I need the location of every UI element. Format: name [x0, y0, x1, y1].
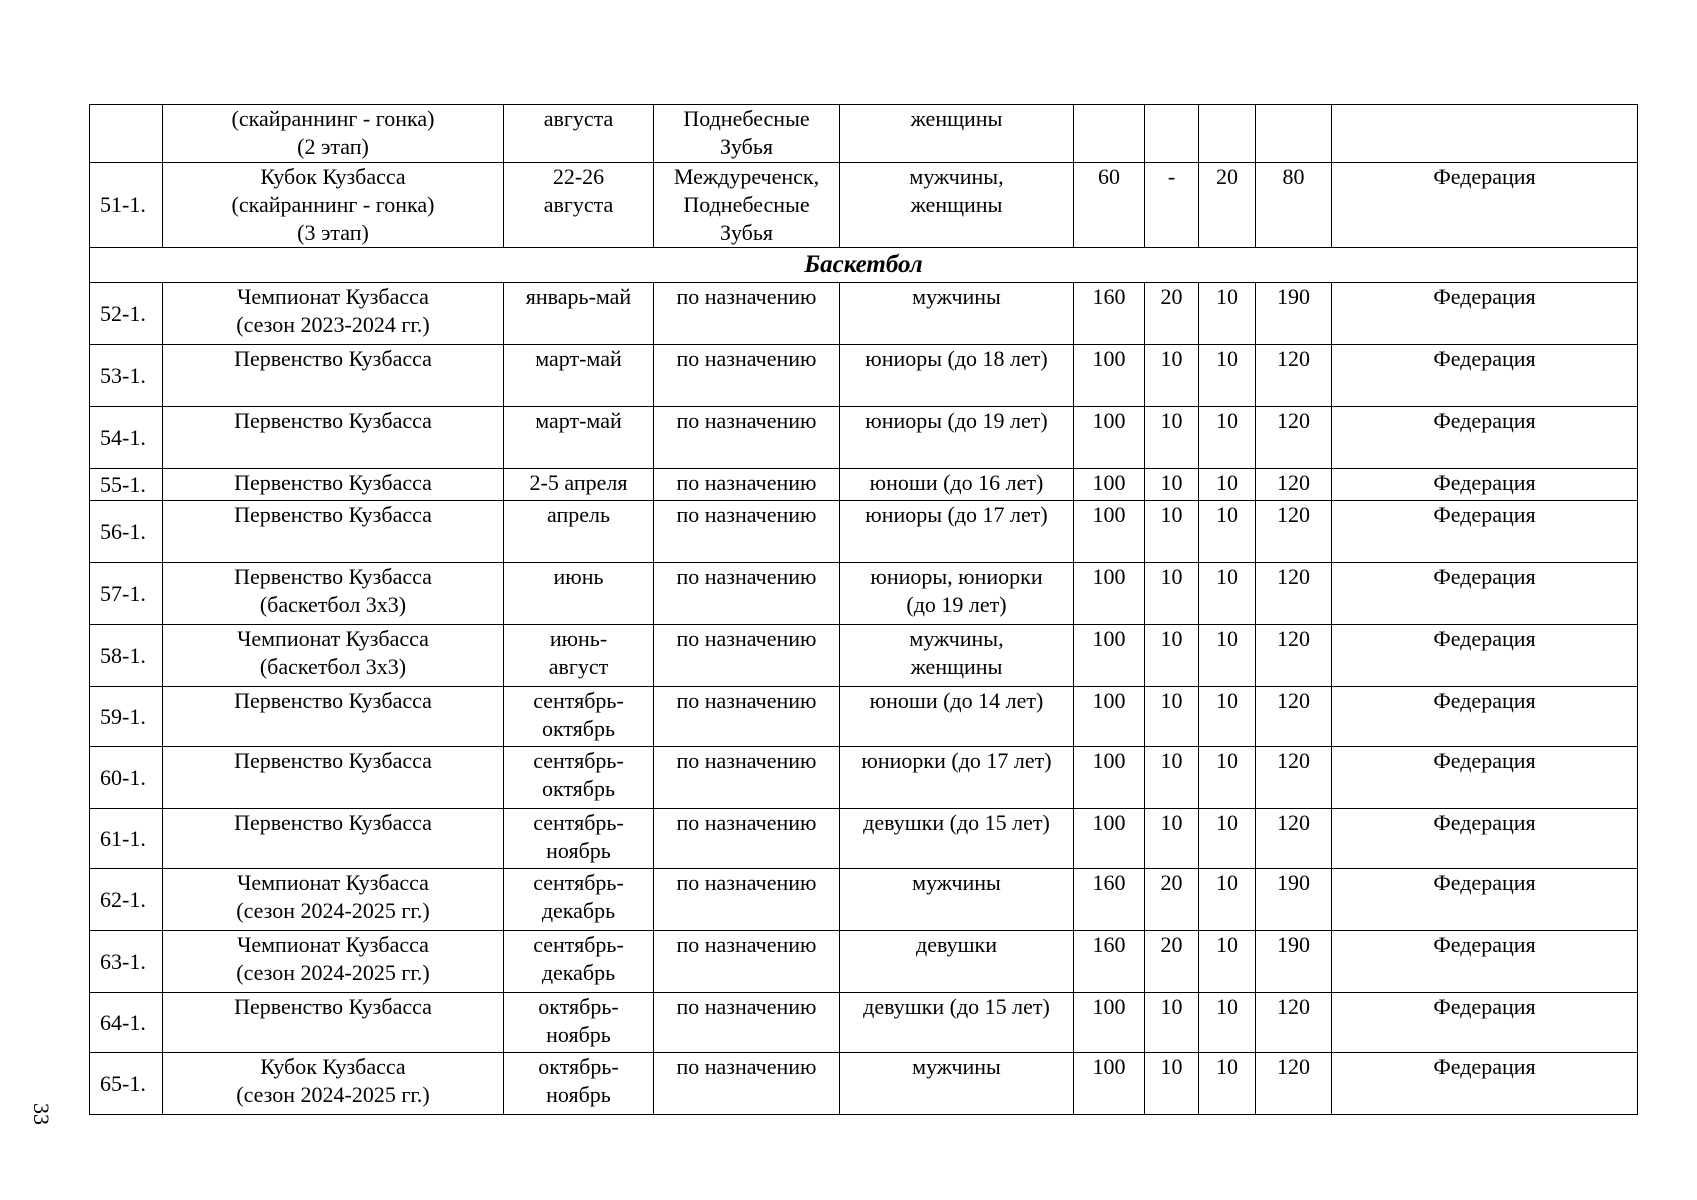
count-1-cell: 160 — [1074, 283, 1145, 345]
dates-cell: 2-5 апреля — [504, 469, 654, 501]
row-number-cell: 62-1. — [90, 869, 163, 931]
table-row — [90, 345, 1638, 407]
event-name-cell: Первенство Кузбасса (баскетбол 3х3) — [163, 563, 504, 625]
dates-cell: октябрь- ноябрь — [504, 993, 654, 1053]
place-cell: по назначению — [654, 345, 840, 407]
participants-cell: юниоры, юниорки (до 19 лет) — [840, 563, 1074, 625]
place-cell: по назначению — [654, 869, 840, 931]
place-cell: по назначению — [654, 747, 840, 809]
table-row — [90, 809, 1638, 869]
event-name-cell: Первенство Кузбасса — [163, 687, 504, 747]
organizer-cell: Федерация — [1332, 469, 1638, 501]
count-1-cell: 100 — [1074, 407, 1145, 469]
organizer-cell: Федерация — [1332, 809, 1638, 869]
count-1-cell: 100 — [1074, 687, 1145, 747]
dates-cell: январь-май — [504, 283, 654, 345]
row-number-cell: 53-1. — [90, 345, 163, 407]
place-cell: по назначению — [654, 283, 840, 345]
row-number-cell: 54-1. — [90, 407, 163, 469]
count-1-cell: 100 — [1074, 747, 1145, 809]
total-cell: 120 — [1256, 407, 1332, 469]
event-name-cell: Первенство Кузбасса — [163, 469, 504, 501]
count-3-cell: 10 — [1199, 625, 1256, 687]
total-cell: 120 — [1256, 501, 1332, 563]
dates-cell: март-май — [504, 407, 654, 469]
participants-cell: девушки (до 15 лет) — [840, 993, 1074, 1053]
count-1-cell: 100 — [1074, 1053, 1145, 1115]
event-name-cell: Чемпионат Кузбасса (сезон 2023-2024 гг.) — [163, 283, 504, 345]
event-name-cell: Первенство Кузбасса — [163, 345, 504, 407]
event-name-cell: Первенство Кузбасса — [163, 747, 504, 809]
total-cell: 120 — [1256, 687, 1332, 747]
count-1-cell: 100 — [1074, 469, 1145, 501]
rows-after-section — [90, 283, 1638, 1115]
place-cell: по назначению — [654, 809, 840, 869]
count-2-cell: 10 — [1145, 501, 1199, 563]
row-number-cell: 58-1. — [90, 625, 163, 687]
participants-cell: юноши (до 14 лет) — [840, 687, 1074, 747]
place-cell: Поднебесные Зубья — [654, 105, 840, 163]
count-3-cell: 10 — [1199, 501, 1256, 563]
total-cell: 190 — [1256, 869, 1332, 931]
row-number-cell: 63-1. — [90, 931, 163, 993]
count-2-cell: 10 — [1145, 625, 1199, 687]
count-3-cell: 10 — [1199, 1053, 1256, 1115]
count-2-cell: 10 — [1145, 809, 1199, 869]
count-2-cell: 10 — [1145, 687, 1199, 747]
row-number-cell: 65-1. — [90, 1053, 163, 1115]
table-row — [90, 1053, 1638, 1115]
count-3-cell: 10 — [1199, 345, 1256, 407]
organizer-cell: Федерация — [1332, 869, 1638, 931]
total-cell: 120 — [1256, 809, 1332, 869]
event-name-cell: Чемпионат Кузбасса (сезон 2024-2025 гг.) — [163, 931, 504, 993]
count-3-cell — [1199, 105, 1256, 163]
count-2-cell: 20 — [1145, 931, 1199, 993]
organizer-cell: Федерация — [1332, 931, 1638, 993]
schedule-table — [89, 104, 1638, 1115]
count-3-cell: 10 — [1199, 809, 1256, 869]
participants-cell: юниоры (до 19 лет) — [840, 407, 1074, 469]
participants-cell: мужчины — [840, 1053, 1074, 1115]
participants-cell: юноши (до 16 лет) — [840, 469, 1074, 501]
row-number-cell — [90, 105, 163, 163]
count-3-cell: 10 — [1199, 869, 1256, 931]
total-cell: 190 — [1256, 283, 1332, 345]
organizer-cell: Федерация — [1332, 993, 1638, 1053]
event-name-cell: Кубок Кузбасса (скайраннинг - гонка) (3 этап) — [163, 163, 504, 248]
dates-cell: сентябрь- декабрь — [504, 931, 654, 993]
table-row — [90, 407, 1638, 469]
total-cell: 120 — [1256, 747, 1332, 809]
count-2-cell: 10 — [1145, 407, 1199, 469]
table-row — [90, 283, 1638, 345]
dates-cell: августа — [504, 105, 654, 163]
count-2-cell: 10 — [1145, 747, 1199, 809]
organizer-cell: Федерация — [1332, 625, 1638, 687]
organizer-cell: Федерация — [1332, 163, 1638, 248]
place-cell: по назначению — [654, 625, 840, 687]
count-3-cell: 10 — [1199, 283, 1256, 345]
count-1-cell: 100 — [1074, 345, 1145, 407]
place-cell: по назначению — [654, 407, 840, 469]
count-3-cell: 10 — [1199, 687, 1256, 747]
count-2-cell: 10 — [1145, 345, 1199, 407]
table-row — [90, 563, 1638, 625]
total-cell: 190 — [1256, 931, 1332, 993]
total-cell: 120 — [1256, 563, 1332, 625]
count-1-cell: 100 — [1074, 563, 1145, 625]
table-row — [90, 993, 1638, 1053]
count-1-cell: 100 — [1074, 993, 1145, 1053]
event-name-cell: (скайраннинг - гонка) (2 этап) — [163, 105, 504, 163]
page-number: 33 — [29, 1103, 54, 1125]
total-cell: 120 — [1256, 1053, 1332, 1115]
organizer-cell: Федерация — [1332, 1053, 1638, 1115]
count-3-cell: 10 — [1199, 931, 1256, 993]
row-number-cell: 64-1. — [90, 993, 163, 1053]
place-cell: по назначению — [654, 931, 840, 993]
table-row — [90, 469, 1638, 501]
organizer-cell: Федерация — [1332, 501, 1638, 563]
table-row — [90, 687, 1638, 747]
dates-cell: сентябрь- ноябрь — [504, 809, 654, 869]
dates-cell: сентябрь- октябрь — [504, 687, 654, 747]
total-cell — [1256, 105, 1332, 163]
event-name-cell: Первенство Кузбасса — [163, 407, 504, 469]
organizer-cell — [1332, 105, 1638, 163]
count-1-cell: 160 — [1074, 931, 1145, 993]
table-row — [90, 869, 1638, 931]
total-cell: 120 — [1256, 993, 1332, 1053]
table-row — [90, 747, 1638, 809]
row-number-cell: 61-1. — [90, 809, 163, 869]
participants-cell: женщины — [840, 105, 1074, 163]
dates-cell: апрель — [504, 501, 654, 563]
organizer-cell: Федерация — [1332, 407, 1638, 469]
count-3-cell: 10 — [1199, 563, 1256, 625]
dates-cell: октябрь- ноябрь — [504, 1053, 654, 1115]
count-2-cell: 10 — [1145, 993, 1199, 1053]
participants-cell: девушки (до 15 лет) — [840, 809, 1074, 869]
count-1-cell: 60 — [1074, 163, 1145, 248]
organizer-cell: Федерация — [1332, 687, 1638, 747]
count-2-cell: - — [1145, 163, 1199, 248]
total-cell: 120 — [1256, 625, 1332, 687]
section-title: Баскетбол — [90, 248, 1638, 283]
place-cell: по назначению — [654, 1053, 840, 1115]
count-3-cell: 10 — [1199, 407, 1256, 469]
count-1-cell: 160 — [1074, 869, 1145, 931]
table-row — [90, 105, 1638, 163]
table-row — [90, 931, 1638, 993]
total-cell: 80 — [1256, 163, 1332, 248]
participants-cell: мужчины, женщины — [840, 625, 1074, 687]
count-3-cell: 20 — [1199, 163, 1256, 248]
count-3-cell: 10 — [1199, 993, 1256, 1053]
dates-cell: сентябрь- октябрь — [504, 747, 654, 809]
participants-cell: мужчины — [840, 283, 1074, 345]
participants-cell: девушки — [840, 931, 1074, 993]
participants-cell: юниоры (до 18 лет) — [840, 345, 1074, 407]
place-cell: по назначению — [654, 563, 840, 625]
total-cell: 120 — [1256, 345, 1332, 407]
row-number-cell: 59-1. — [90, 687, 163, 747]
organizer-cell: Федерация — [1332, 283, 1638, 345]
rows-before-section — [90, 105, 1638, 248]
organizer-cell: Федерация — [1332, 345, 1638, 407]
count-1-cell: 100 — [1074, 625, 1145, 687]
section-row — [90, 248, 1638, 283]
participants-cell: мужчины — [840, 869, 1074, 931]
dates-cell: март-май — [504, 345, 654, 407]
place-cell: по назначению — [654, 469, 840, 501]
event-name-cell: Первенство Кузбасса — [163, 993, 504, 1053]
place-cell: Междуреченск, Поднебесные Зубья — [654, 163, 840, 248]
event-name-cell: Кубок Кузбасса (сезон 2024-2025 гг.) — [163, 1053, 504, 1115]
dates-cell: июнь — [504, 563, 654, 625]
count-3-cell: 10 — [1199, 469, 1256, 501]
dates-cell: сентябрь- декабрь — [504, 869, 654, 931]
row-number-cell: 57-1. — [90, 563, 163, 625]
table-row — [90, 625, 1638, 687]
organizer-cell: Федерация — [1332, 563, 1638, 625]
participants-cell: юниорки (до 17 лет) — [840, 747, 1074, 809]
table-row — [90, 163, 1638, 248]
event-name-cell: Чемпионат Кузбасса (баскетбол 3х3) — [163, 625, 504, 687]
place-cell: по назначению — [654, 993, 840, 1053]
row-number-cell: 56-1. — [90, 501, 163, 563]
participants-cell: мужчины, женщины — [840, 163, 1074, 248]
event-name-cell: Чемпионат Кузбасса (сезон 2024-2025 гг.) — [163, 869, 504, 931]
count-3-cell: 10 — [1199, 747, 1256, 809]
count-2-cell: 10 — [1145, 1053, 1199, 1115]
count-2-cell: 10 — [1145, 563, 1199, 625]
event-name-cell: Первенство Кузбасса — [163, 501, 504, 563]
place-cell: по назначению — [654, 687, 840, 747]
event-name-cell: Первенство Кузбасса — [163, 809, 504, 869]
row-number-cell: 52-1. — [90, 283, 163, 345]
section-header — [90, 248, 1638, 283]
place-cell: по назначению — [654, 501, 840, 563]
count-2-cell: 20 — [1145, 283, 1199, 345]
table-row — [90, 501, 1638, 563]
total-cell: 120 — [1256, 469, 1332, 501]
participants-cell: юниоры (до 17 лет) — [840, 501, 1074, 563]
row-number-cell: 55-1. — [90, 469, 163, 501]
count-1-cell: 100 — [1074, 809, 1145, 869]
count-1-cell: 100 — [1074, 501, 1145, 563]
count-2-cell — [1145, 105, 1199, 163]
dates-cell: июнь- август — [504, 625, 654, 687]
count-1-cell — [1074, 105, 1145, 163]
count-2-cell: 10 — [1145, 469, 1199, 501]
count-2-cell: 20 — [1145, 869, 1199, 931]
dates-cell: 22-26 августа — [504, 163, 654, 248]
row-number-cell: 60-1. — [90, 747, 163, 809]
organizer-cell: Федерация — [1332, 747, 1638, 809]
row-number-cell: 51-1. — [90, 163, 163, 248]
